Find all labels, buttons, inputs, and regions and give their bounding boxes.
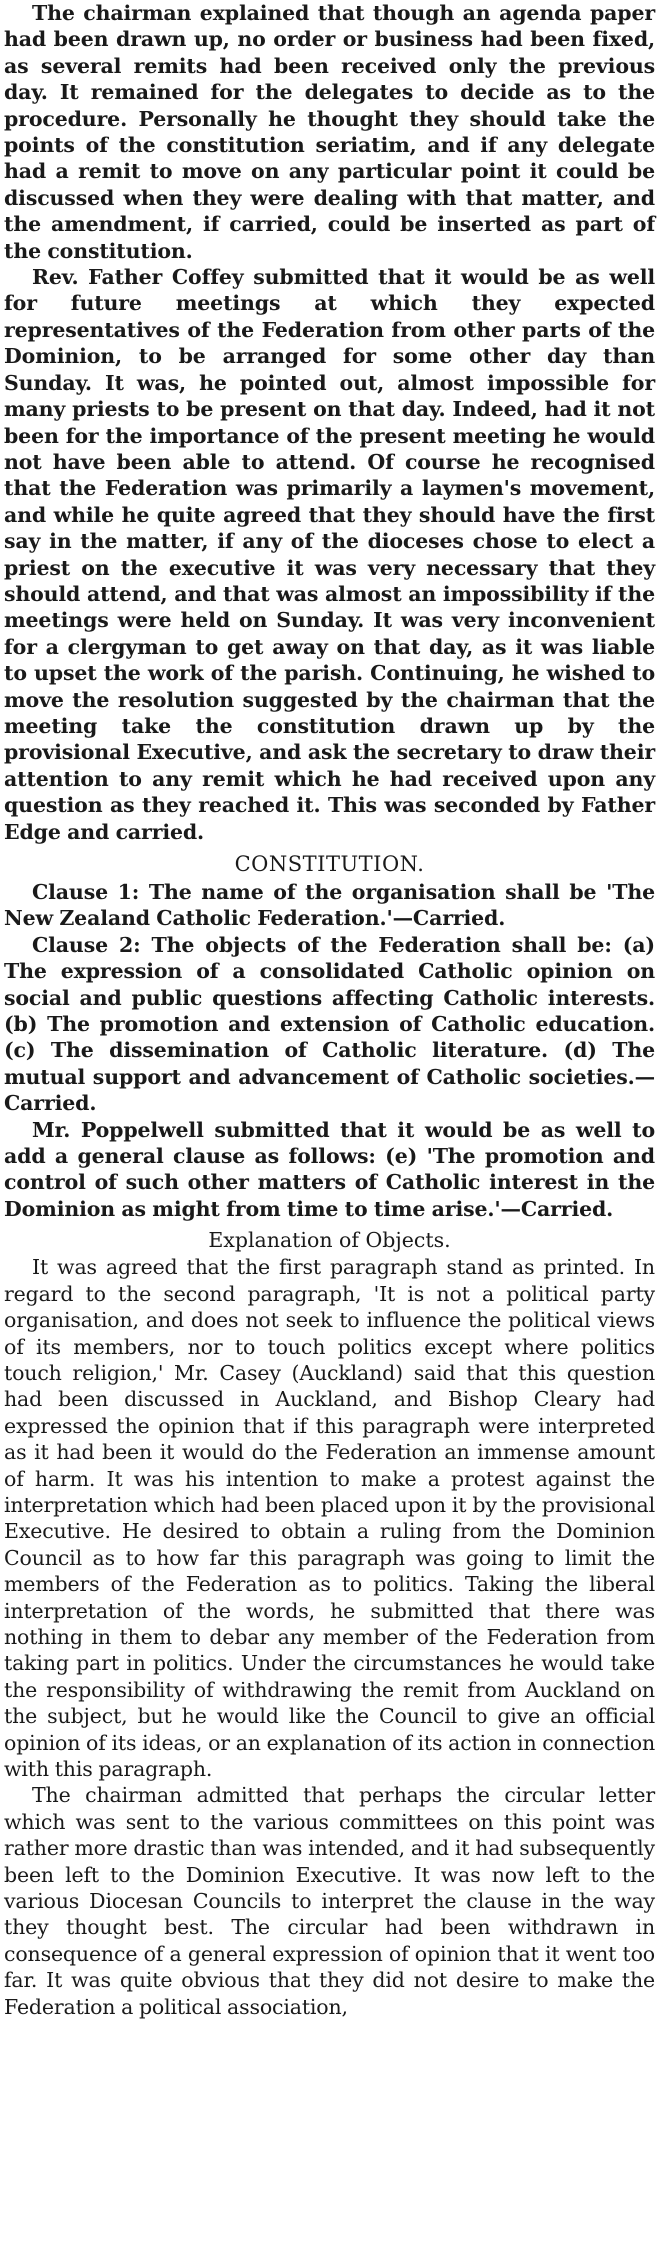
paragraph-chairman-procedure: The chairman explained that though an agenda paper had been drawn up, no order or business had been fixed, as several remits had been received only the previous day. It remained for the delegates to decide as to the procedure. Personally he thought they should take the points of the constitution seriatim, and if any delegate had a remit to move on any particular point it could be discussed when they were dealing with that matter, and the amendment, if carried, could be inserted as part of the constitution. [4,1,655,263]
paragraph-chairman-circular: The chairman admitted that perhaps the circular letter which was sent to the various committees on this point was rather more drastic than was intended, and it had subsequently been left to the Dominion Executive. It was now left to the various Diocesan Councils to interpret the clause in the way they thought best. The circular had been withdrawn in consequence of a general expression of opinion that it went too far. It was quite obvious that they did not desire to make the Federation a political association, [4,1783,655,2019]
paragraph-clause-1: Clause 1: The name of the organisation shall be 'The New Zealand Catholic Federation.'—Carried. [4,880,655,931]
section-subheading-explanation: Explanation of Objects. [208,1228,451,1253]
paragraph-poppelwell: Mr. Poppelwell submitted that it would be as well to add a general clause as follows: (e) 'The promotion and control of such other matters of Catholic interest in the Dominion as might from time to time arise.'—Carried. [4,1117,655,1221]
section-heading-constitution: CONSTITUTION. [234,852,425,876]
paragraph-clause-2: Clause 2: The objects of the Federation shall be: (a) The expression of a consolidated Catholic opinion on social and public questions affecting Catholic interests. (b) The promotion and extension of Catholic education. (c) The dissemination of Catholic literature. (d) The mutual support and advancement of Catholic societies.—Carried. [4,932,655,1116]
paragraph-casey: It was agreed that the first paragraph stand as printed. In regard to the second paragraph, 'It is not a political party organisation, and does not seek to influence the political views of its members, nor to touch politics except where politics touch religion,' Mr. Casey (Auckland) said that this question had been discussed in Auckland, and Bishop Cleary had expressed the opinion that if this paragraph were interpreted as it had been it would do the Federation an immense amount of harm. It was his intention to make a protest against the interpretation which had been placed upon it by the provisional Executive. He desired to obtain a ruling from the Dominion Council as to how far this paragraph was going to limit the members of the Federation as to politics. Taking the liberal interpretation of the words, he submitted that there was nothing in them to debar any member of the Federation from taking part in politics. Under the circumstances he would take the responsibility of withdrawing the remit from Auckland on the subject, but he would like the Council to give an official opinion of its ideas, or an explanation of its action in connection with this paragraph. [4,1255,655,1781]
paragraph-father-coffey: Rev. Father Coffey submitted that it would be as well for future meetings at which they expected representatives of the Federation from other parts of the Dominion, to be arranged for some other day than Sunday. It was, he pointed out, almost impossible for many priests to be present on that day. Indeed, had it not been for the importance of the present meeting he would not have been able to attend. Of course he recognised that the Federation was primarily a laymen's movement, and while he quite agreed that they should have the first say in the matter, if any of the dioceses chose to elect a priest on the executive it was very necessary that they should attend, and that was almost an impossibility if the meetings were held on Sunday. It was very inconvenient for a clergyman to get away on that day, as it was liable to upset the work of the parish. Continuing, he wished to move the resolution suggested by the chairman that the meeting take the constitution drawn up by the provisional Executive, and ask the secretary to draw their attention to any remit which he had received upon any question as they reached it. This was seconded by Father Edge and carried. [4,265,655,844]
